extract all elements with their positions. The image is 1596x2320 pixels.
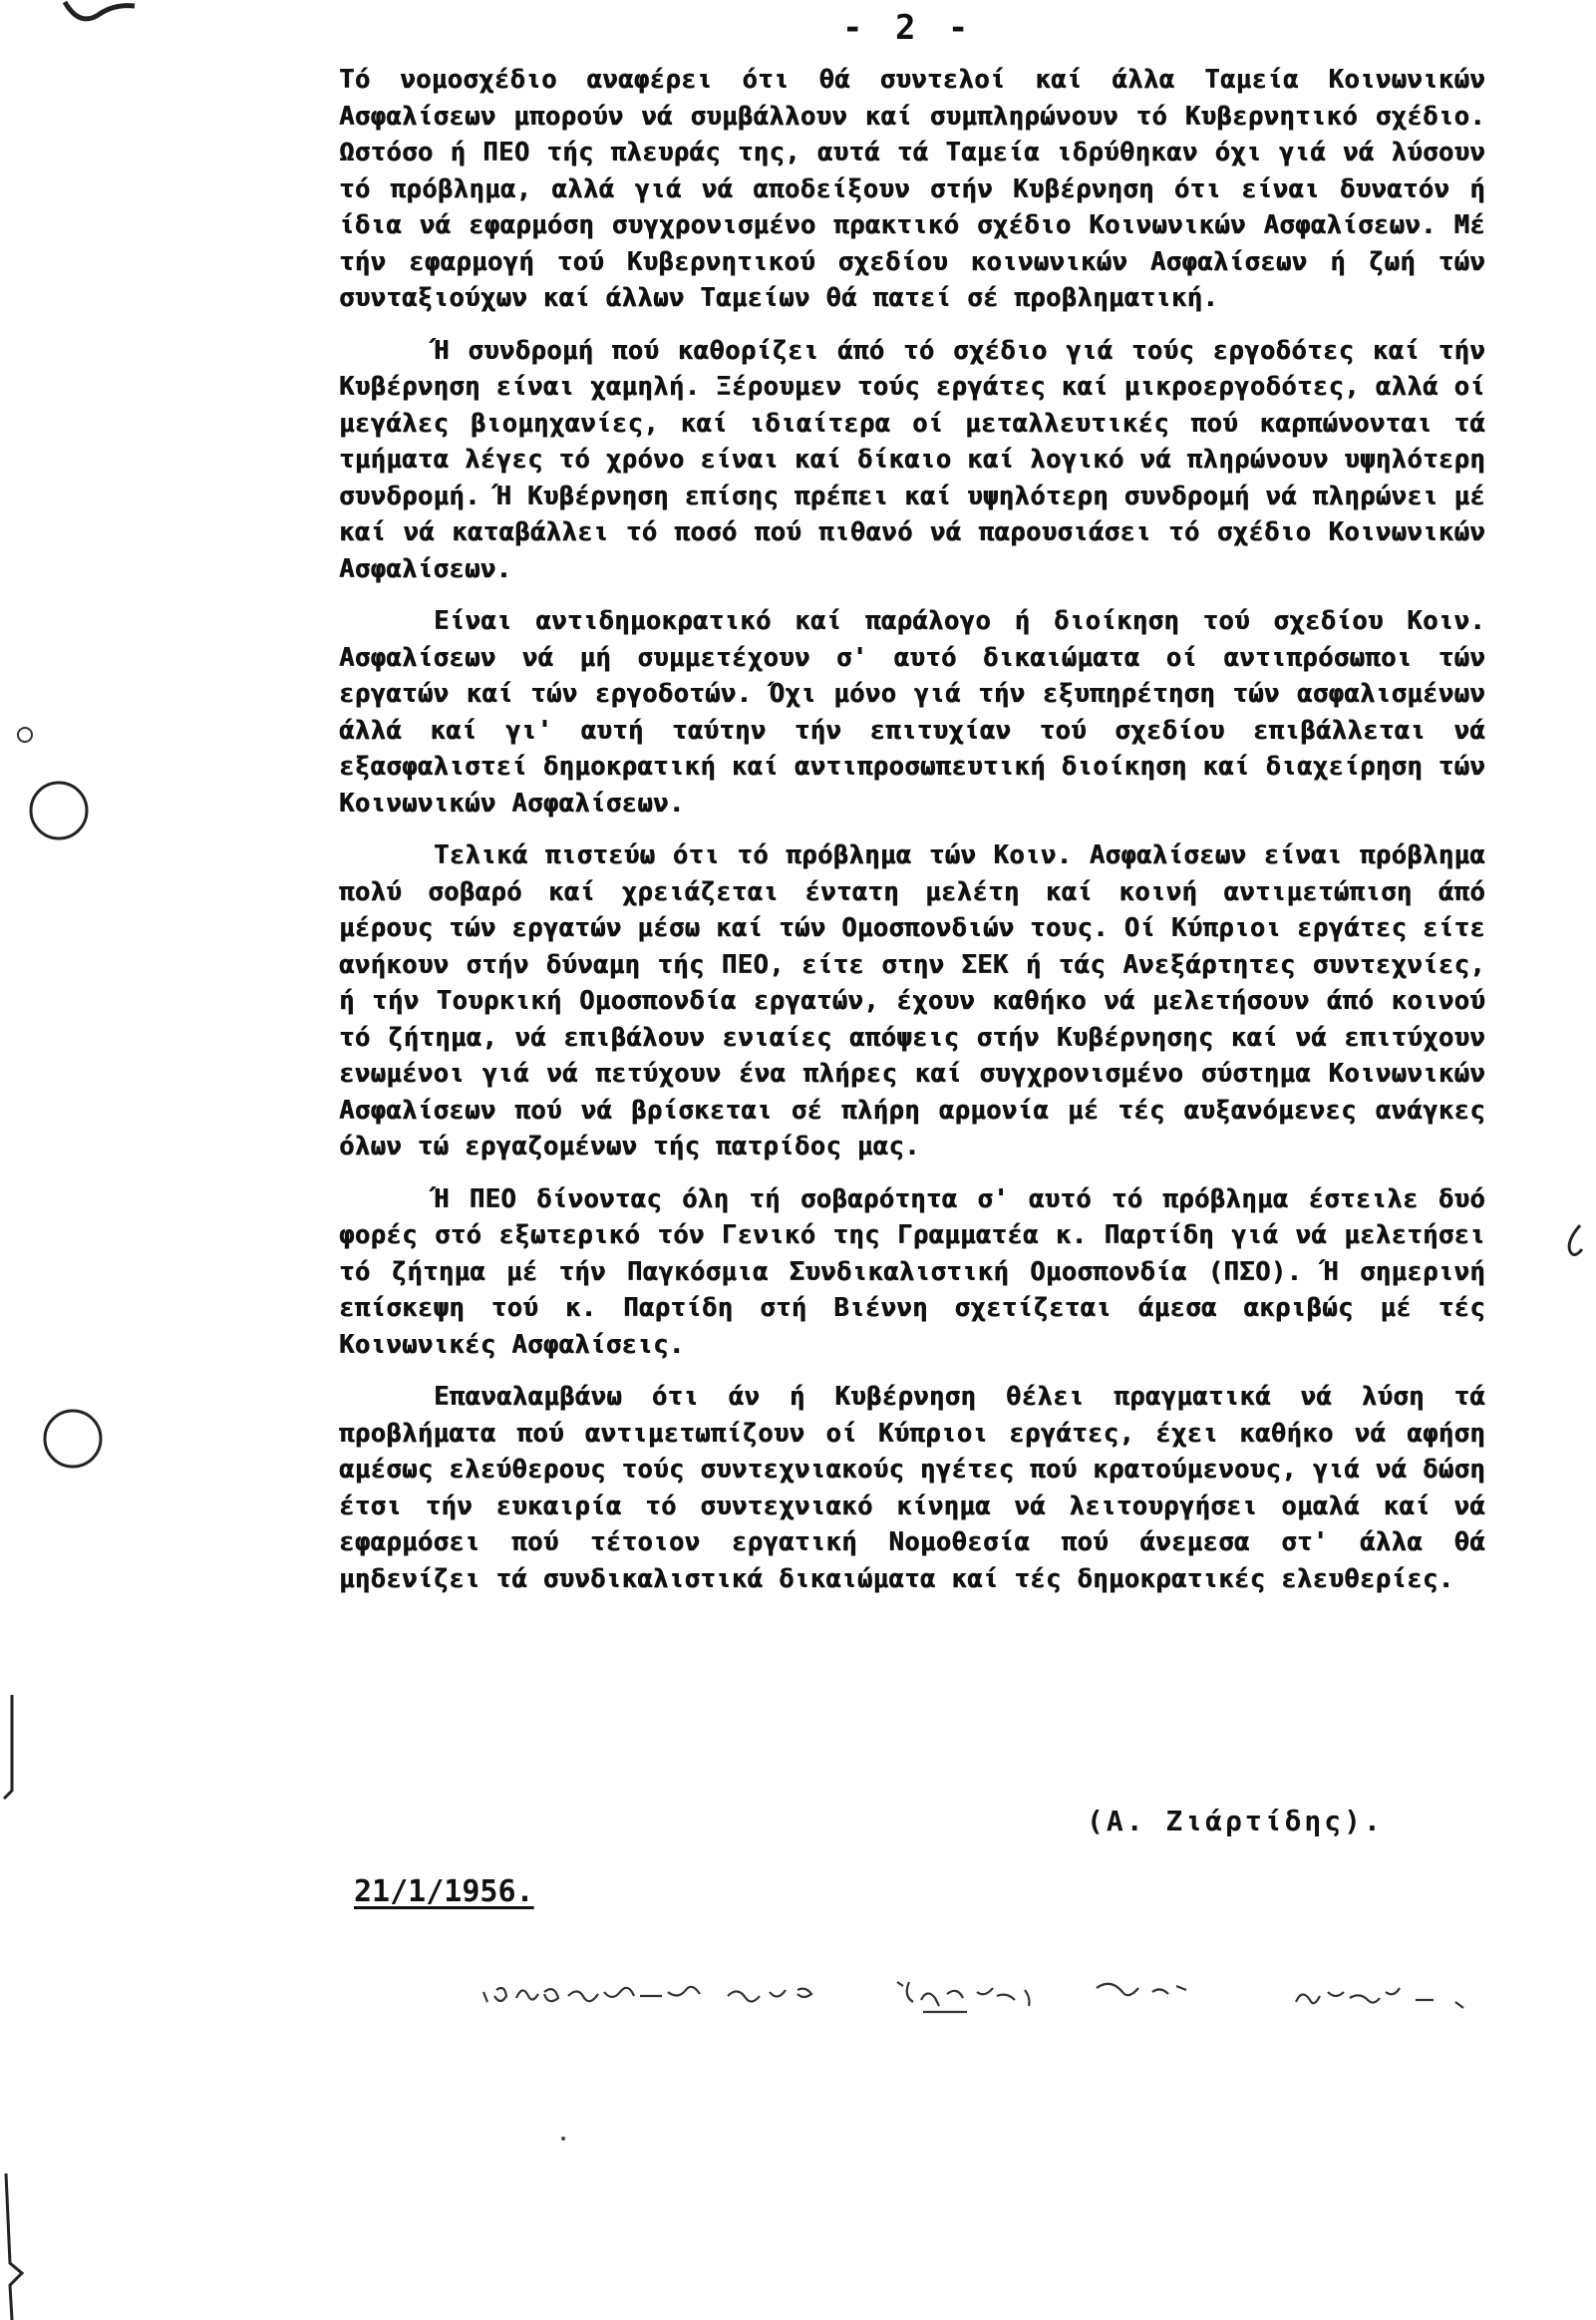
small-hole-mark <box>14 724 36 746</box>
signature: (Α. Ζιάρτίδης). <box>1087 1805 1384 1837</box>
paragraph-6: Επαναλαμβάνω ότι άν ή Κυβέρνηση θέλει πραγματικά νά λύση τά προβλήματα πού αντιμετωπίζουν οί Κύπριοι εργάτες, έχει καθήκο νά αφήση αμέσως ελεύθερους τούς συντεχνιακούς ηγέτες πού κρατούμενους, γιά νά δώση έτσι τήν ευκαιρία τό συντεχνιακό κίνημα νά λειτουργήσει ομαλά καί νά εφαρμόσει πού τέτοιον εργατική Νομοθεσία πού άνεμεσα στ' άλλα θά μηδενίζει τά συνδικαλιστικά δικαιώματα καί τές δημοκρατικές ελευθερίες. <box>339 1382 1485 1594</box>
paragraph-4: Τελικά πιστεύω ότι τό πρόβλημα τών Κοιν. Ασφαλίσεων είναι πρόβλημα πολύ σοβαρό καί χρειάζεται έντατη μελέτη καί κοινή αντιμετώπιση άπό μέρους τών εργατών μέσω καί τών Ομοσπονδιών τους. Οί Κύπριοι εργάτες είτε ανήκουν στήν δύναμη τής ΠΕΟ, είτε στην ΣΕΚ ή τάς Ανεξάρτητες συντεχνίες, ή τήν Τουρκική Ομοσπονδία εργατών, έχουν καθήκο νά μελετήσουν άπό κοινού τό ζήτημα, νά επιβάλουν ενιαίες απόψεις στήν Κυβέρνησης καί νά επιτύχουν ενωμένοι γιά νά πετύχουν ένα πλήρες καί συγχρονισμένο σύστημα Κοινωνικών Ασφαλίσεων πού νά βρίσκεται σέ πλήρη αρμονία μέ τές αυξανόμενες ανάγκες όλων τώ εργαζομένων τής πατρίδος μας. <box>339 840 1485 1161</box>
right-margin-mark <box>1560 1221 1590 1261</box>
letter-body <box>339 62 1485 1613</box>
page-number: - 2 - <box>842 8 975 48</box>
paragraph-2: Ή συνδρομή πού καθορίζει άπό τό σχέδιο γιά τούς εργοδότες καί τήν Κυβέρνηση είναι χαμηλή. Ξέρουμεν τούς εργάτες καί μικροεργοδότες, αλλά οί μεγάλες βιομηχανίες, καί ιδιαίτερα οί μεταλλευτικές πού καρπώνονται τά τμήματα λέγες τό χρόνο είναι καί δίκαιο καί λογικό νά πληρώνουν υψηλότερη συνδρομή. Ή Κυβέρνηση επίσης πρέπει καί υψηλότερη συνδρομή νά πληρώνει μέ καί νά καταβάλλει τό ποσό πού πιθανό νά παρουσιάσει τό σχέδιο Κοινωνικών Ασφαλίσεων. <box>339 335 1485 584</box>
document-date: 21/1/1956. <box>354 1874 534 1909</box>
left-margin-line-mid <box>0 1695 24 1805</box>
paragraph-5: Ή ΠΕΟ δίνοντας όλη τή σοβαρότητα σ' αυτό τό πρόβλημα έστειλε δυό φορές στό εξωτερικό τόν Γενικό της Γραμματέα κ. Παρτίδη γιά νά μελετήσει τό ζήτημα μέ τήν Παγκόσμια Συνδικαλιστική Ομοσπονδία (ΠΣΟ). Ή σημερινή επίσκεψη τού κ. Παρτίδη στή Βιέννη σχετίζεται άμεσα ακριβώς μέ τές Κοινωνικές Ασφαλίσεις. <box>339 1183 1485 1360</box>
top-left-scan-mark <box>60 0 140 30</box>
left-margin-line-bottom <box>0 2173 30 2320</box>
paragraph-1: Τό νομοσχέδιο αναφέρει ότι θά συντελοί καί άλλα Ταμεία Κοινωνικών Ασφαλίσεων μπορούν νά συμβάλλουν καί συμπληρώνουν τό Κυβερνητικό σχέδιο. Ωστόσο ή ΠΕΟ τής πλευράς της, αυτά τά Ταμεία ιδρύθηκαν όχι γιά νά λύσουν τό πρόβλημα, αλλά γιά νά αποδείξουν στήν Κυβέρνηση ότι είναι δυνατόν ή ίδια νά εφαρμόση συγχρονισμένο πρακτικό σχέδιο Κοινωνικών Ασφαλίσεων. Μέ τήν εφαρμογή τού Κυβερνητικού σχεδίου κοινωνικών Ασφαλίσεων ή ζωή τών συνταξιούχων καί άλλων Ταμείων θά πατεί σέ προβληματική. <box>339 65 1485 313</box>
handwritten-annotation <box>479 1962 1525 2032</box>
punch-hole-lower <box>40 1406 106 1472</box>
punch-hole-upper <box>26 778 92 843</box>
stray-dot <box>558 2134 568 2144</box>
paragraph-3: Είναι αντιδημοκρατικό καί παράλογο ή διοίκηση τού σχεδίου Κοιν. Ασφαλίσεων νά μή συμμετέχουν σ' αυτό δικαιώματα οί αντιπρόσωποι τών εργατών καί τών εργοδοτών. Όχι μόνο γιά τήν εξυπηρέτηση τών ασφαλισμένων άλλά καί γι' αυτή ταύτην τήν επιτυχίαν τού σχεδίου επιβάλλεται νά εξασφαλιστεί δημοκρατική καί αντιπροσωπευτική διοίκηση καί διαχείρηση τών Κοινωνικών Ασφαλίσεων. <box>339 606 1485 819</box>
